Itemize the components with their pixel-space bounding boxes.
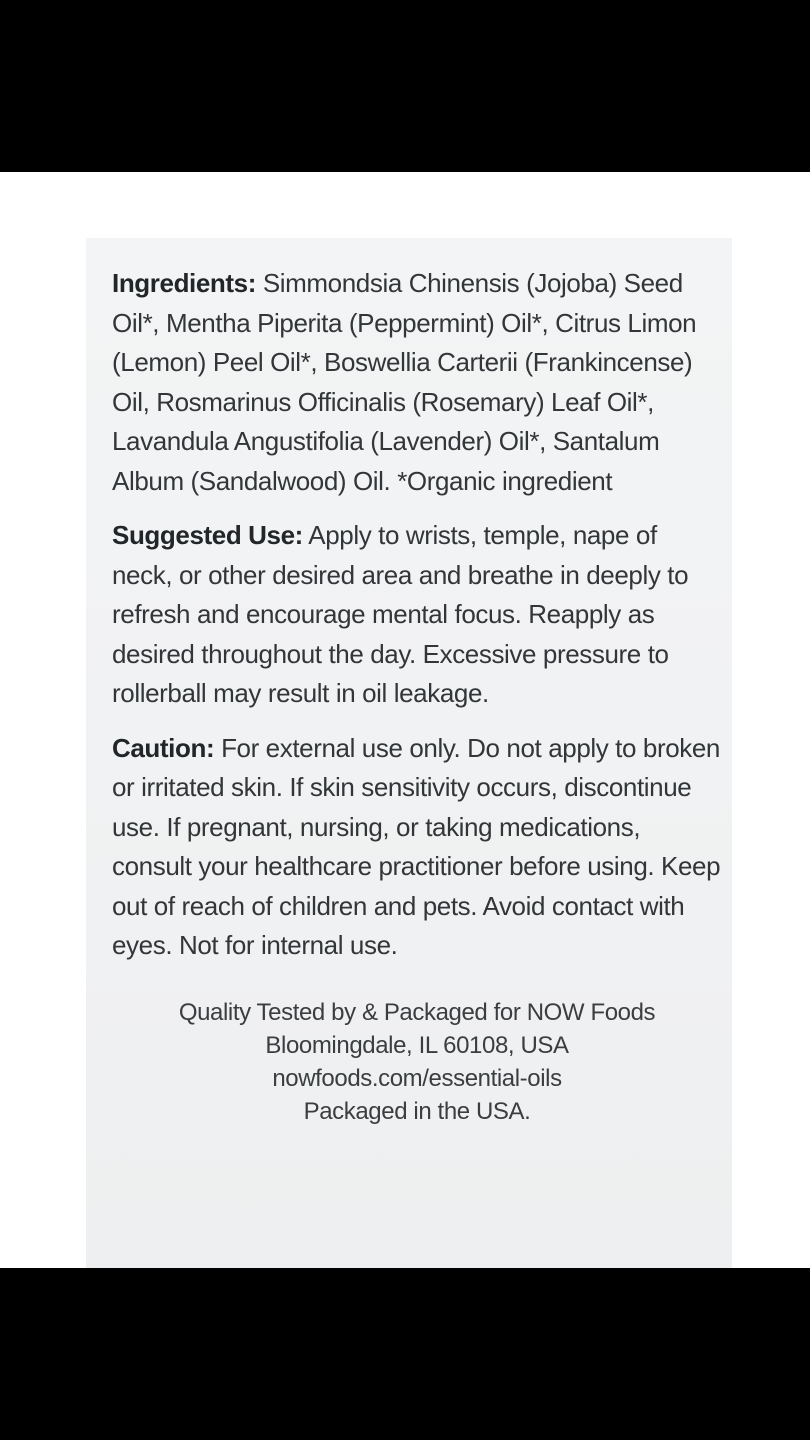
suggested-use-text: Apply to wrists, temple, nape of neck, or other desired area and breathe in deeply to refresh and encourage mental focus. Reapply as desired throughout the day. Excessive pressure to rollerball may result in oil leakage. <box>112 520 689 708</box>
suggested-use-section <box>112 516 722 714</box>
caution-section <box>112 729 722 966</box>
suggested-use-heading: Suggested Use: <box>112 520 303 550</box>
product-image <box>0 172 810 1268</box>
label-text-block <box>112 264 722 1128</box>
footer-quality-line: Quality Tested by & Packaged for NOW Foods <box>178 998 656 1026</box>
manufacturer-footer <box>112 996 722 1128</box>
ingredients-section <box>112 264 722 501</box>
ingredients-heading: Ingredients: <box>112 268 256 298</box>
product-label <box>86 238 732 1268</box>
footer-address-line: Bloomingdale, IL 60108, USA <box>265 1031 569 1059</box>
footer-website-line: nowfoods.com/essential-oils <box>272 1064 562 1092</box>
footer-origin-line: Packaged in the USA. <box>303 1097 531 1125</box>
ingredients-text: Simmondsia Chinensis (Jojoba) Seed Oil*, Mentha Piperita (Peppermint) Oil*, Citrus Limon (Lemon) Peel Oil*, Boswellia Carterii (Frankincense) Oil, Rosmarinus Officinalis (Rosemary) Leaf Oil*, Lavandula Angustifolia (Lavender) Oil*, Santalum Album (Sandalwood) Oil. *Organic ingredient <box>112 268 697 496</box>
caution-text: For external use only. Do not apply to broken or irritated skin. If skin sensitivity occurs, discontinue use. If pregnant, nursing, or taking medications, consult your healthcare practitioner before using. Keep out of reach of children and pets. Avoid contact with eyes. Not for internal use. <box>112 732 721 960</box>
caution-heading: Caution: <box>112 732 215 763</box>
